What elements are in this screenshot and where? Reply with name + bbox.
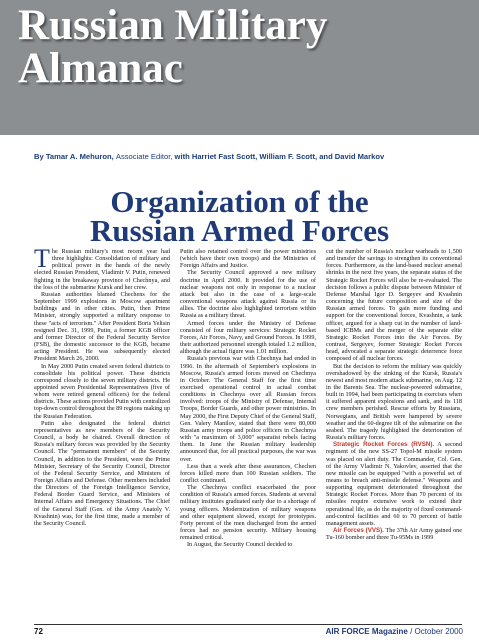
byline-role: Associate Editor, bbox=[115, 152, 175, 161]
section-title bbox=[18, 4, 327, 90]
paragraph: Putin also retained control over the power ministries (which have their own troops) and the Ministries of Foreign Affairs and Justice. bbox=[180, 248, 316, 270]
headline-line1: Organization of the bbox=[110, 184, 369, 219]
footer-rule bbox=[34, 624, 462, 625]
section-title-line1: Russian Military bbox=[18, 2, 328, 49]
byline-coauthors: with Harriet Fast Scott, William F. Scott, and David Markov bbox=[174, 152, 385, 161]
column-2 bbox=[180, 248, 316, 618]
paragraph bbox=[326, 527, 462, 541]
headline-line2: Russian Armed Forces bbox=[89, 213, 390, 248]
paragraph: In May 2000 Putin created seven federal districts to consolidate his political power. These districts correspond closely to the seven military districts. He appointed seven Presidential Representatives (five of whom were retired general officers) for the federal districts. These actions provided Putin with centralized top-down control throughout the 89 regions making up the Russian Federation. bbox=[34, 362, 170, 420]
byline bbox=[34, 152, 474, 161]
byline-prefix: By bbox=[34, 152, 46, 161]
article-body bbox=[34, 248, 462, 618]
subheading-air-forces: Air Forces (VVS). bbox=[333, 527, 384, 535]
title-banner bbox=[0, 0, 479, 135]
paragraph: Armed forces under the Ministry of Defense consisted of four military services: Strategic Rocket Forces, Air Forces, Navy, and Ground Forces. In 1999, their authorized personnel strength totaled 1.2 million, although the actual figure was 1.01 million. bbox=[180, 319, 316, 356]
paragraph: Less than a week after these assurances, Chechen forces killed more than 100 Russian soldiers. The conflict continued. bbox=[180, 462, 316, 484]
paragraph: The Security Council approved a new military doctrine in April 2000. It provided for the use of nuclear weapons not only in response to a nuclear attack but also in the case of a large-scale conventional weapons attack against Russia or its allies. The doctrine also highlighted terrorism within Russia as a military threat. bbox=[180, 269, 316, 320]
paragraph: Putin also designated the federal district representatives as new members of the Security Council, a body he chaired. Overall direction of Russia's military forces was provided by the Security Council. The "permanent members" of the Security Council, in addition to the President, were the Prime Minister, Secretary of the Security Council, Director of the Federal Security Service, and Ministers of Foreign Affairs and Defense. Other members included the Directors of the Foreign Intelligence Service, Federal Border Guard Service, and Ministers of Internal Affairs and Emergency Situations. The Chief of the General Staff (Gen. of the Army Anatoly V. Kvashnin) was, for the first time, made a member of the Security Council. bbox=[34, 419, 170, 527]
paragraph: Russian authorities blamed Chechens for the September 1999 explosions in Moscow apartment buildings and in other cities. Putin, then Prime Minister, strongly supported a military response to these "acts of terrorism." After President Boris Yeltsin resigned Dec. 31, 1999, Putin, a former KGB officer and former Director of the Federal Security Service (FSB), the domestic successor to the KGB, became acting President. He was subsequently elected President March 26, 2000. bbox=[34, 290, 170, 363]
paragraph bbox=[34, 248, 170, 291]
paragraph: In August, the Security Council decided to bbox=[187, 541, 293, 549]
issue-date: / October 2000 bbox=[407, 627, 463, 636]
footer-magazine bbox=[326, 627, 463, 636]
page-number: 72 bbox=[34, 627, 43, 636]
column-3 bbox=[326, 248, 462, 618]
paragraph: But the decision to reform the military was quickly overshadowed by the sinking of the Kursk, Russia's newest and most modern attack submarine, on Aug. 12 in the Barents Sea. The nuclear-powered submarine, built in 1994, had been participating in exercises when it suffered apparent explosions and sank, and its 118 crew members perished. Rescue efforts by Russians, Norwegians, and British were hampered by severe weather and the 60-degree tilt of the submarine on the seabed. The tragedy highlighted the deterioration of Russia's military forces. bbox=[326, 362, 462, 442]
paragraph: Russia's previous war with Chechnya had ended in 1996. In the aftermath of September's explosions in Moscow, Russia's armed forces moved on Chechnya in October. The General Staff for the first time exercised operational control in actual combat conditions in Chechnya over all Russian forces involved: troops of the Ministry of Defense, Internal Troops, Border Guards, and other power ministries. In May 2000, the First Deputy Chief of the General Staff, Gen. Valery Manilov, stated that there were 80,000 Russian army troops and police officers in Chechnya with "a maximum of 3,000" separatist rebels facing them. In June the Russian military leadership announced that, for all practical purposes, the war was over. bbox=[180, 355, 316, 463]
magazine-name: AIR FORCE Magazine bbox=[325, 627, 408, 636]
column-1 bbox=[34, 248, 170, 618]
byline-author: Tamar A. Mehuron, bbox=[45, 152, 116, 161]
paragraph: cut the number of Russia's nuclear warheads to 1,500 and transfer the savings to strengthen its conventional forces. Furthermore, as the land-based nuclear arsenal shrinks in the next five years, the separate status of the Strategic Rocket Forces will also be re-evaluated. The decision follows a public dispute between Minister of Defense Marshal Igor D. Sergeyev and Kvashnin concerning the future composition and size of the Russian armed forces. To gain more funding and support for the conventional forces, Kvashnin, a tank officer, argued for a sharp cut in the number of land-based ICBMs and the merger of the separate elite Strategic Rocket Forces into the Air Forces. By contrast, Sergeyev, former Strategic Rocket Forces head, advocated a separate strategic deterrence force composed of all nuclear forces. bbox=[326, 248, 462, 363]
article-headline bbox=[0, 184, 479, 248]
paragraph-text: The 37th Air Army gained one Tu-160 bomber and three Tu-95Ms in 1999 bbox=[326, 527, 462, 542]
section-title-line2: Almanac bbox=[18, 45, 183, 92]
drop-cap: T bbox=[34, 248, 50, 273]
paragraph-text: A second regiment of the new SS-27 Topol-M missile system was placed on alert duty. The Commander, Col. Gen. of the Army Vladimir N. Yakovlev, asserted that the new missile can be equipped "with a powerful set of means to breach anti-missile defense." Weapons and supporting equipment deteriorated throughout the Strategic Rocket Forces. More than 70 percent of its missiles require extensive work to extend their operational life, as do the majority of fixed command-and-control facilities and 60 to 70 percent of battle management assets. bbox=[326, 441, 462, 527]
paragraph: The Chechnya conflict exacerbated the poor condition of Russia's armed forces. Students at several military institutes graduated early due to a shortage of young officers. Modernization of military weapons and other equipment slowed, except for prototypes. Forty percent of the men discharged from the armed forces had no pension security. Military housing remained critical. bbox=[180, 484, 316, 542]
subheading-srf: Strategic Rocket Forces (RVSN). bbox=[333, 441, 435, 449]
paragraph-text: he Russian military's most recent year had three highlights: Consolidation of military and political power in the hands of the newly elected Russian President, Vladimir V. Putin, renewed fighting in the breakaway province of Chechnya, and the loss of the submarine Kursk and her crew. bbox=[34, 248, 170, 291]
paragraph bbox=[326, 441, 462, 527]
